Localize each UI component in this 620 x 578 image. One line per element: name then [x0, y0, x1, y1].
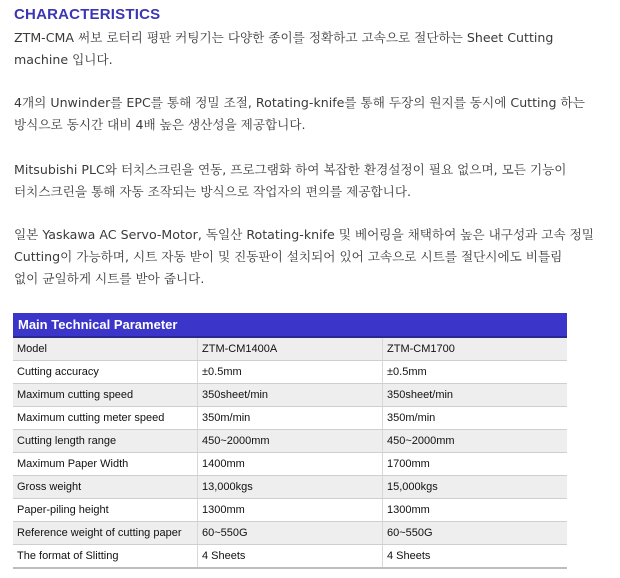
- table-row: [13, 338, 567, 361]
- table-row: [13, 430, 567, 453]
- paragraph-line: 없이 균일하게 시트를 받아 줍니다.: [14, 271, 205, 286]
- paragraph-intro: [14, 27, 614, 71]
- param-label: Paper-piling height: [13, 499, 198, 522]
- paragraph-line: machine 입니다.: [14, 52, 113, 67]
- param-value-cm1700: ZTM-CM1700: [383, 338, 568, 361]
- table-row: [13, 384, 567, 407]
- param-value-cm1400a: 60~550G: [198, 522, 383, 545]
- table-row: [13, 522, 567, 545]
- param-label: Maximum Paper Width: [13, 453, 198, 476]
- param-label: Maximum cutting speed: [13, 384, 198, 407]
- param-value-cm1400a: 4 Sheets: [198, 545, 383, 569]
- paragraph-line: 일본 Yaskawa AC Servo-Motor, 독일산 Rotating-knife 및 베어링을 채택하여 높은 내구성과 고속 정밀: [14, 227, 594, 242]
- parameter-grid: [13, 338, 567, 569]
- paragraph-plc: [14, 159, 614, 203]
- param-value-cm1700: 450~2000mm: [383, 430, 568, 453]
- param-value-cm1400a: 350sheet/min: [198, 384, 383, 407]
- param-value-cm1700: 1700mm: [383, 453, 568, 476]
- paragraph-unwinder: [14, 92, 614, 136]
- table-title: Main Technical Parameter: [13, 313, 567, 338]
- table-row: [13, 407, 567, 430]
- paragraph-line: ZTM-CMA 써보 로터리 평판 커팅기는 다양한 종이를 정확하고 고속으로 절단하는 Sheet Cutting: [14, 30, 554, 45]
- param-label: Maximum cutting meter speed: [13, 407, 198, 430]
- param-value-cm1400a: ±0.5mm: [198, 361, 383, 384]
- param-value-cm1400a: ZTM-CM1400A: [198, 338, 383, 361]
- param-label: Cutting length range: [13, 430, 198, 453]
- table-row: [13, 545, 567, 569]
- param-value-cm1400a: 350m/min: [198, 407, 383, 430]
- table-row: [13, 499, 567, 522]
- param-value-cm1700: 1300mm: [383, 499, 568, 522]
- paragraph-line: 방식으로 동시간 대비 4배 높은 생산성을 제공합니다.: [14, 117, 306, 132]
- param-value-cm1700: 4 Sheets: [383, 545, 568, 569]
- param-value-cm1700: 15,000kgs: [383, 476, 568, 499]
- param-label: Cutting accuracy: [13, 361, 198, 384]
- param-value-cm1400a: 13,000kgs: [198, 476, 383, 499]
- param-label: Model: [13, 338, 198, 361]
- paragraph-line: 4개의 Unwinder를 EPC를 통해 정밀 조절, Rotating-knife를 통해 두장의 원지를 동시에 Cutting 하는: [14, 95, 585, 110]
- param-value-cm1400a: 1300mm: [198, 499, 383, 522]
- param-label: Gross weight: [13, 476, 198, 499]
- param-value-cm1700: 350sheet/min: [383, 384, 568, 407]
- table-row: [13, 476, 567, 499]
- table-row: [13, 361, 567, 384]
- param-value-cm1400a: 450~2000mm: [198, 430, 383, 453]
- table-row: [13, 453, 567, 476]
- paragraph-line: 터치스크린을 통해 자동 조작되는 방식으로 작업자의 편의를 제공합니다.: [14, 184, 411, 199]
- param-value-cm1400a: 1400mm: [198, 453, 383, 476]
- param-label: Reference weight of cutting paper: [13, 522, 198, 545]
- param-value-cm1700: 60~550G: [383, 522, 568, 545]
- paragraph-line: Cutting이 가능하며, 시트 자동 받이 및 진동판이 설치되어 있어 고속으로 시트를 절단시에도 비틀림: [14, 249, 563, 264]
- param-label: The format of Slitting: [13, 545, 198, 569]
- section-heading: CHARACTERISTICS: [14, 6, 161, 23]
- parameter-table: [13, 313, 567, 569]
- param-value-cm1700: ±0.5mm: [383, 361, 568, 384]
- param-value-cm1700: 350m/min: [383, 407, 568, 430]
- paragraph-line: Mitsubishi PLC와 터치스크린을 연동, 프로그램화 하여 복잡한 환경설정이 필요 없으며, 모든 기능이: [14, 162, 567, 177]
- paragraph-servo: [14, 224, 614, 290]
